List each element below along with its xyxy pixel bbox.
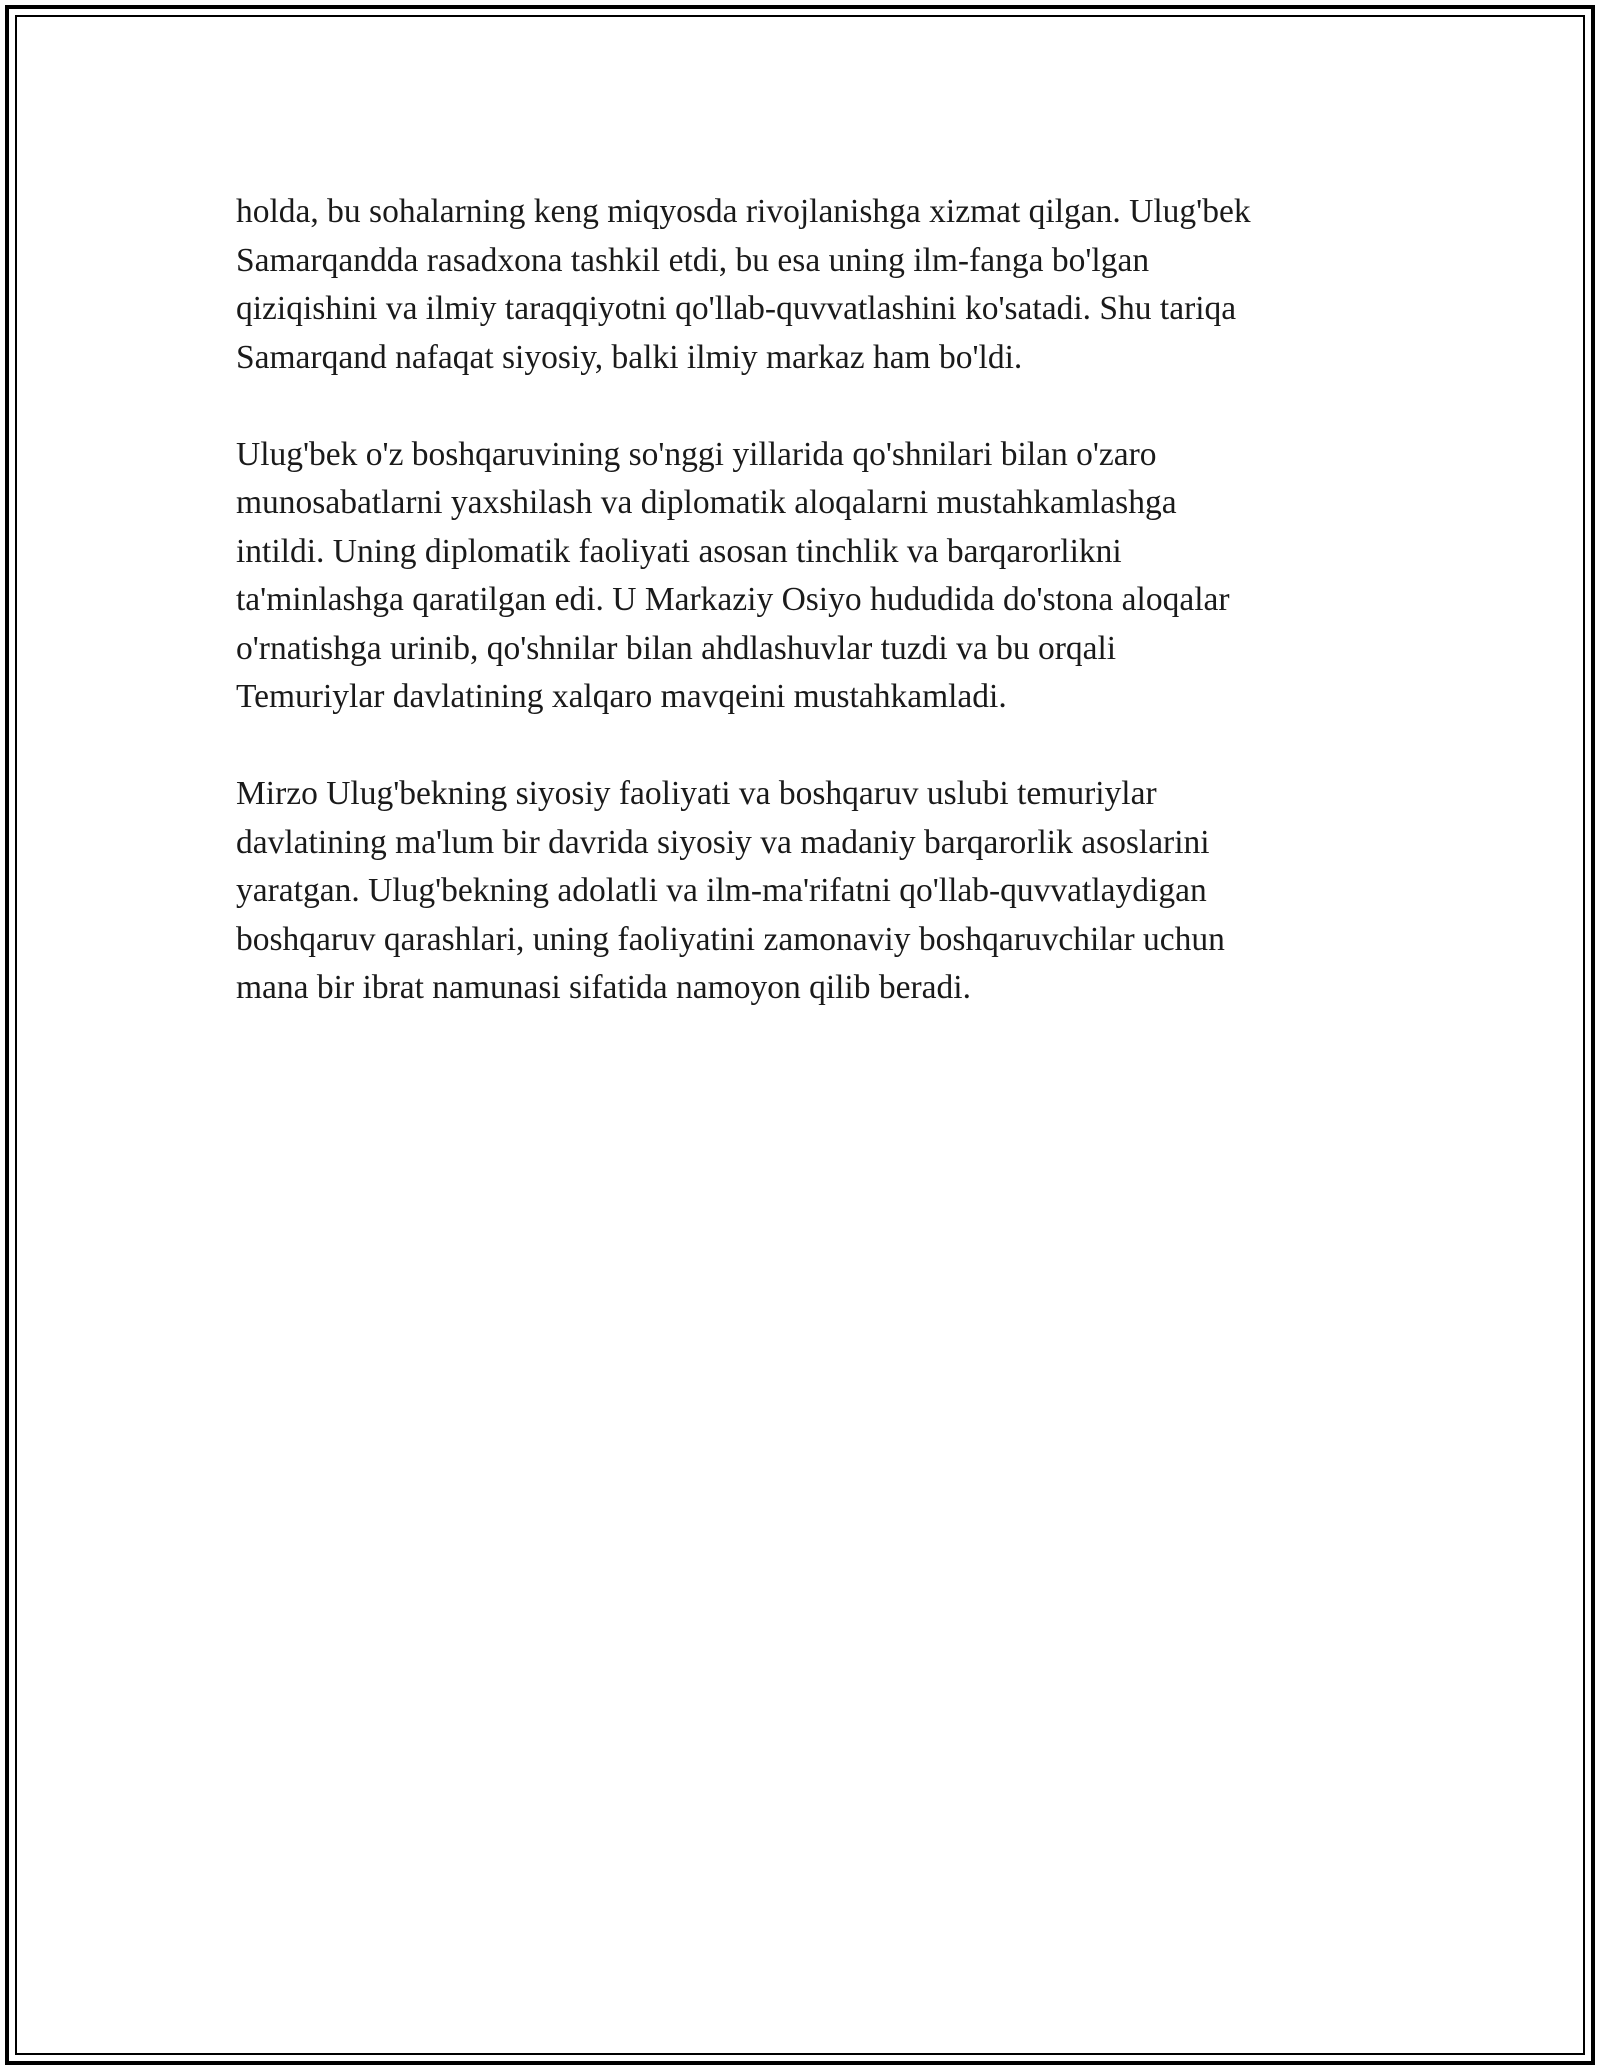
text-line: o'rnatishga urinib, qo'shnilar bilan ahdlashuvlar tuzdi va bu orqali <box>236 629 1117 667</box>
text-line: Ulug'bek o'z boshqaruvining so'nggi yillarida qo'shnilari bilan o'zaro <box>236 435 1157 473</box>
text-line: intildi. Uning diplomatik faoliyati asosan tinchlik va barqarorlikni <box>236 532 1122 570</box>
paragraph-3 <box>236 770 1366 1013</box>
text-line: Samarqand nafaqat siyosiy, balki ilmiy markaz ham bo'ldi. <box>236 338 1023 376</box>
text-line: holda, bu sohalarning keng miqyosda rivojlanishga xizmat qilgan. Ulug'bek <box>236 193 1251 230</box>
text-line: Samarqandda rasadxona tashkil etdi, bu esa uning ilm-fanga bo'lgan <box>236 241 1150 279</box>
paragraph-2 <box>236 431 1366 722</box>
paragraph-1 <box>236 188 1366 382</box>
document-body <box>236 188 1366 1061</box>
text-line: Mirzo Ulug'bekning siyosiy faoliyati va boshqaruv uslubi temuriylar <box>236 775 1157 812</box>
text-line: munosabatlarni yaxshilash va diplomatik aloqalarni mustahkamlashga <box>236 484 1177 521</box>
text-line: boshqaruv qarashlari, uning faoliyatini zamonaviy boshqaruvchilar uchun <box>236 920 1225 958</box>
text-line: Temuriylar davlatining xalqaro mavqeini mustahkamladi. <box>236 678 1007 715</box>
text-line: davlatining ma'lum bir davrida siyosiy va madaniy barqarorlik asoslarini <box>236 823 1210 861</box>
text-line: mana bir ibrat namunasi sifatida namoyon qilib beradi. <box>236 969 971 1006</box>
text-line: ta'minlashga qaratilgan edi. U Markaziy Osiyo hududida do'stona aloqalar <box>236 581 1230 618</box>
text-line: yaratgan. Ulug'bekning adolatli va ilm-ma'rifatni qo'llab-quvvatlaydigan <box>236 872 1207 909</box>
text-line: qiziqishini va ilmiy taraqqiyotni qo'llab-quvvatlashini ko'satadi. Shu tariqa <box>236 290 1237 327</box>
